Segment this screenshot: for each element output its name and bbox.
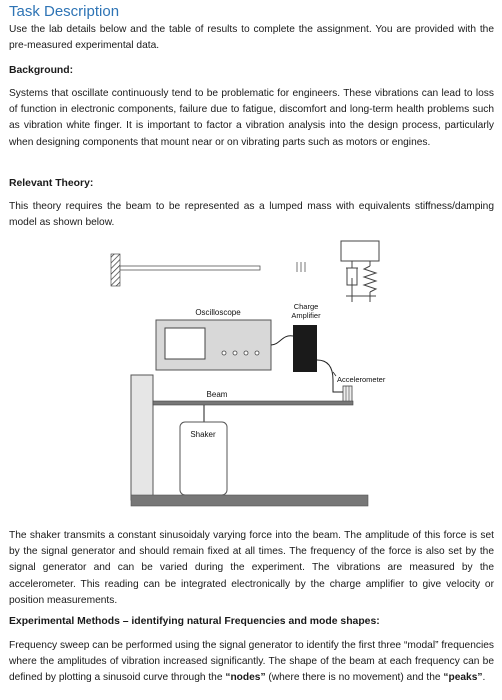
equals-icon — [297, 262, 305, 272]
theory-paragraph: This theory requires the beam to be represented as a lumped mass with equivalents stiffness/damping model as shown below. — [9, 201, 494, 229]
oscilloscope — [156, 320, 271, 370]
mass-spring-damper-icon — [341, 241, 379, 302]
beam — [153, 401, 353, 405]
peaks-term: “peaks” — [443, 672, 483, 684]
background-heading: Background: — [9, 65, 74, 76]
methods-paragraph — [9, 638, 494, 687]
intro-paragraph: Use the lab details below and the table of results to complete the assignment. You are provided with the pre-measured experimental data. — [9, 24, 494, 52]
cantilever-model — [111, 254, 260, 286]
accelerometer — [343, 386, 352, 402]
shaker-label: Shaker — [190, 430, 216, 439]
theory-heading: Relevant Theory: — [9, 178, 94, 189]
base-plate — [131, 495, 368, 506]
page-title: Task Description — [9, 3, 120, 20]
oscilloscope-label: Oscilloscope — [195, 308, 241, 317]
beam-label: Beam — [206, 390, 228, 399]
charge-amplifier — [293, 325, 317, 372]
clamp-post — [131, 375, 153, 500]
background-paragraph: Systems that oscillate continuously tend to be problematic for engineers. These vibrations can lead to loss of function in electronic components, failure due to fatigue, discomfort and long-term health problems such as vibration white finger. It is important to factor a vibration analysis into the design process, particularly when designing components that mount near or on vibrating parts such as motors or engines. — [9, 88, 494, 148]
experiment-diagram — [0, 236, 502, 516]
shaker-paragraph: The shaker transmits a constant sinusoidaly varying force into the beam. The amplitude of this force is set by the signal generator and should remain fixed at all times. The frequency of the force is also set by the signal generator and can be varied during the experiment. The vibrations are measured by the accelerometer. This reading can be integrated electronically by the charge amplifier to give velocity or position measurements. — [9, 530, 494, 606]
charge-amplifier-label-2: Amplifier — [291, 311, 321, 320]
nodes-term: “nodes” — [225, 672, 266, 684]
charge-amplifier-label-1: Charge — [293, 302, 319, 311]
accelerometer-label: Accelerometer — [337, 375, 386, 384]
methods-text-3: . — [482, 672, 486, 684]
methods-text-2: (where there is no movement) and the — [265, 672, 444, 684]
methods-text-1: Frequency sweep can be performed using the signal generator to identify the first three “modal” frequencies where the amplitudes of vibration increased significantly. The shape of the beam at each frequency can be defined by plotting a sinusoid curve through the — [9, 640, 494, 684]
methods-heading: Experimental Methods – identifying natural Frequencies and mode shapes: — [9, 616, 380, 627]
